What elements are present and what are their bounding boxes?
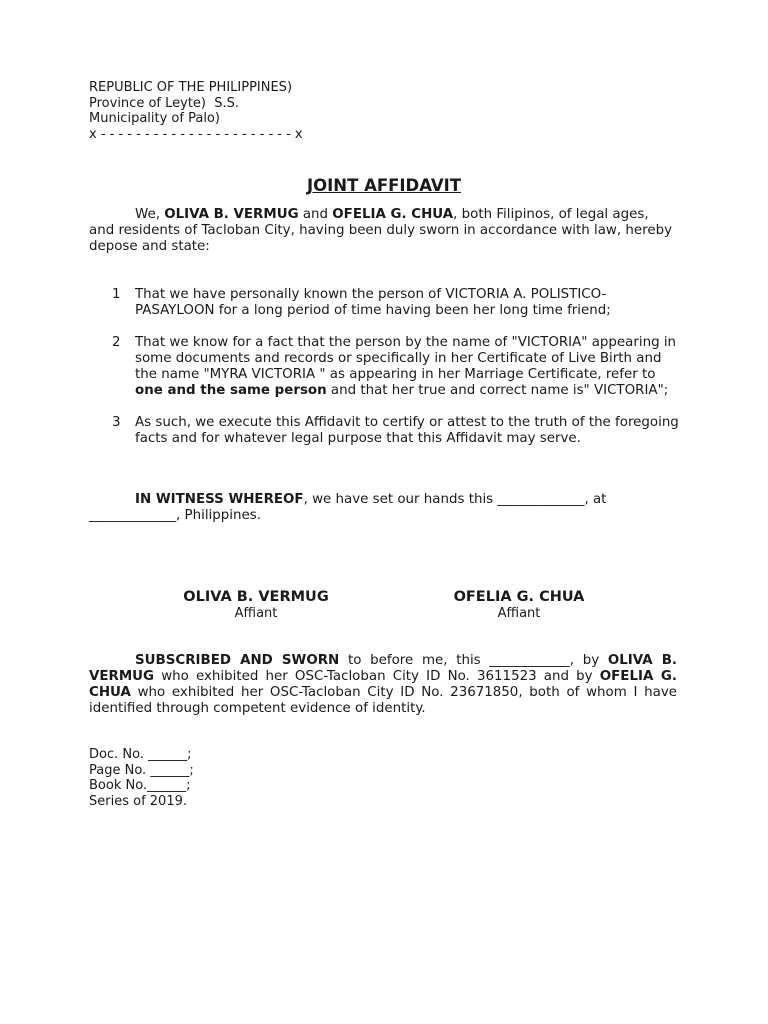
statement-number: 3: [112, 415, 121, 430]
intro-text-2: and: [298, 207, 333, 222]
intro-text-1: We,: [135, 207, 165, 222]
affiant-name-1: OLIVA B. VERMUG: [164, 207, 299, 222]
venue-republic: REPUBLIC OF THE PHILIPPINES): [89, 80, 293, 95]
statement-item: [89, 415, 679, 447]
jurat-name-1: OLIVA B. VERMUG: [89, 653, 677, 684]
witness-heading: IN WITNESS WHEREOF: [135, 492, 304, 507]
statement-text-end: and that her true and correct name is" VICTORIA";: [326, 383, 669, 398]
statement-number: 1: [112, 287, 121, 302]
signatory-name: OFELIA G. CHUA: [453, 589, 585, 605]
witness-text-1: , we have set our hands this _____________, at: [303, 492, 607, 507]
notarial-register: [89, 747, 194, 809]
intro-paragraph: [89, 207, 677, 255]
statement-number: 2: [112, 335, 121, 350]
doc-number: Doc. No. ______;: [89, 747, 192, 762]
statement-text: As such, we execute this Affidavit to certify or attest to the truth of the foregoing facts and for whatever legal purpose that this Affidavit may serve.: [135, 415, 679, 446]
venue-header: [89, 80, 303, 142]
venue-municipality: Municipality of Palo): [89, 111, 220, 126]
book-number: Book No.______;: [89, 778, 191, 793]
statement-emphasis: one and the same person: [135, 383, 327, 398]
witness-text-2: _____________, Philippines.: [89, 508, 261, 523]
statement-item: [89, 287, 679, 319]
venue-province: Province of Leyte) S.S.: [89, 95, 240, 111]
venue-separator: x - - - - - - - - - - - - - - - - - - - - - - x: [89, 126, 303, 142]
signatory-role: Affiant: [234, 606, 278, 621]
intro-text-3: , both Filipinos, of legal ages, and residents of Tacloban City, having been duly sworn in accordance with law, hereby depose and state:: [89, 207, 673, 254]
signature-block-2: [399, 588, 639, 622]
document-title: JOINT AFFIDAVIT: [306, 176, 462, 195]
witness-clause: [89, 492, 677, 524]
series-year: Series of 2019.: [89, 793, 187, 809]
jurat-text-3: who exhibited her OSC-Tacloban City ID No. 23671850, both of whom I have identified through competent evidence of identity.: [89, 685, 677, 716]
signatory-role: Affiant: [497, 606, 541, 621]
signature-block-1: [136, 588, 376, 622]
affiant-name-2: OFELIA G. CHUA: [332, 207, 454, 222]
page-number: Page No. ______;: [89, 762, 194, 778]
jurat-name-2: OFELIA G. CHUA: [89, 669, 677, 700]
statement-item: [89, 335, 679, 399]
statement-list: [89, 287, 679, 463]
jurat-text-2: who exhibited her OSC-Tacloban City ID No. 3611523 and by: [154, 669, 600, 684]
signatory-name: OLIVA B. VERMUG: [183, 589, 329, 605]
jurat-paragraph: [89, 653, 677, 717]
statement-text: That we have personally known the person of VICTORIA A. POLISTICO-PASAYLOON for a long period of time having been her long time friend;: [135, 287, 611, 318]
jurat-text-1: to before me, this ____________, by: [339, 653, 608, 668]
jurat-heading: SUBSCRIBED AND SWORN: [135, 653, 340, 668]
statement-text: That we know for a fact that the person by the name of "VICTORIA" appearing in some documents and records or specifically in her Certificate of Live Birth and the name "MYRA VICTORIA " as appearing in her Marriage Certificate, refer to: [135, 335, 677, 382]
